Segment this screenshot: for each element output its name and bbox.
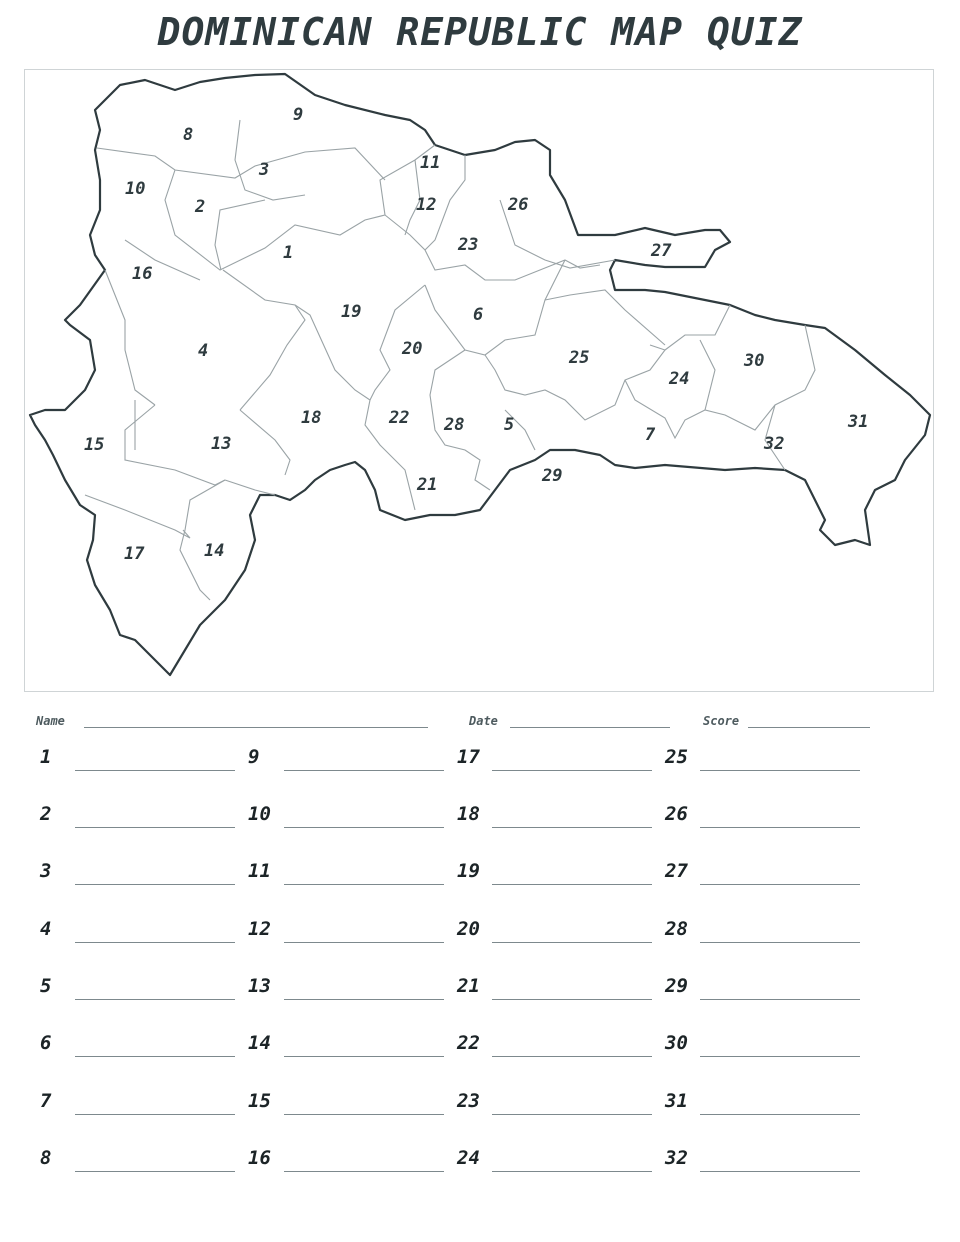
answer-line[interactable] [700,1171,860,1172]
answer-number: 31 [665,1090,688,1112]
answer-number: 2 [40,803,52,825]
answer-line[interactable] [284,1114,444,1115]
answer-line[interactable] [75,1056,235,1057]
map-label-14: 14 [204,541,225,561]
map-label-31: 31 [848,412,869,432]
score-field[interactable] [748,727,870,728]
answer-line[interactable] [492,770,652,771]
map-frame [24,69,934,692]
answer-number: 30 [665,1032,688,1054]
map-label-13: 13 [211,434,232,454]
answer-number: 17 [457,746,480,768]
map-label-15: 15 [84,435,105,455]
answer-number: 23 [457,1090,480,1112]
map-label-17: 17 [124,544,145,564]
answer-number: 19 [457,860,480,882]
answer-line[interactable] [700,770,860,771]
answer-number: 27 [665,860,688,882]
map-label-25: 25 [569,348,590,368]
answer-number: 7 [40,1090,52,1112]
answer-line[interactable] [284,999,444,1000]
answer-line[interactable] [700,827,860,828]
answer-line[interactable] [75,884,235,885]
answer-number: 28 [665,918,688,940]
answer-number: 16 [248,1147,271,1169]
map-label-9: 9 [293,105,304,125]
answer-line[interactable] [284,770,444,771]
map-label-19: 19 [341,302,362,322]
map-label-5: 5 [504,415,515,435]
map-label-27: 27 [651,241,672,261]
name-label: Name [36,714,65,728]
map-label-7: 7 [645,425,656,445]
answer-line[interactable] [492,827,652,828]
answer-number: 1 [40,746,52,768]
answer-line[interactable] [284,1171,444,1172]
map-label-26: 26 [508,195,529,215]
answer-number: 29 [665,975,688,997]
map-label-20: 20 [402,339,423,359]
map-label-16: 16 [132,264,153,284]
answer-number: 26 [665,803,688,825]
answer-number: 13 [248,975,271,997]
answer-line[interactable] [75,999,235,1000]
map-label-10: 10 [125,179,146,199]
map-label-24: 24 [669,369,690,389]
answer-number: 22 [457,1032,480,1054]
answer-number: 10 [248,803,271,825]
page-title: DOMINICAN REPUBLIC MAP QUIZ [157,10,803,54]
map-label-29: 29 [542,466,563,486]
map-label-11: 11 [420,153,441,173]
answer-line[interactable] [75,1114,235,1115]
map-label-4: 4 [198,341,209,361]
map-label-23: 23 [458,235,479,255]
answer-line[interactable] [700,942,860,943]
answer-line[interactable] [700,884,860,885]
map-label-6: 6 [473,305,484,325]
answer-line[interactable] [284,942,444,943]
answer-number: 8 [40,1147,52,1169]
answer-number: 15 [248,1090,271,1112]
answer-number: 4 [40,918,52,940]
answer-number: 3 [40,860,52,882]
dominican-republic-map [25,70,935,693]
answer-line[interactable] [492,1114,652,1115]
answer-line[interactable] [284,827,444,828]
answer-line[interactable] [284,884,444,885]
answer-number: 25 [665,746,688,768]
map-label-21: 21 [417,475,438,495]
map-label-2: 2 [195,197,206,217]
answer-number: 32 [665,1147,688,1169]
map-label-1: 1 [283,243,294,263]
answer-line[interactable] [492,999,652,1000]
map-label-30: 30 [744,351,765,371]
map-label-28: 28 [444,415,465,435]
answer-number: 24 [457,1147,480,1169]
name-field[interactable] [84,727,428,728]
answer-number: 6 [40,1032,52,1054]
map-label-32: 32 [764,434,785,454]
answer-line[interactable] [75,1171,235,1172]
answer-line[interactable] [75,942,235,943]
map-label-18: 18 [301,408,322,428]
answer-line[interactable] [492,884,652,885]
date-field[interactable] [510,727,670,728]
answer-number: 21 [457,975,480,997]
map-label-8: 8 [183,125,194,145]
answer-number: 12 [248,918,271,940]
answer-number: 5 [40,975,52,997]
map-label-3: 3 [259,160,270,180]
answer-line[interactable] [492,1171,652,1172]
answer-number: 11 [248,860,271,882]
answer-number: 18 [457,803,480,825]
map-label-12: 12 [416,195,437,215]
country-outline [30,74,930,675]
answer-line[interactable] [700,1114,860,1115]
answer-line[interactable] [75,827,235,828]
answer-line[interactable] [75,770,235,771]
answer-number: 20 [457,918,480,940]
answer-line[interactable] [700,999,860,1000]
answer-line[interactable] [284,1056,444,1057]
map-label-22: 22 [389,408,410,428]
date-label: Date [469,714,498,728]
answer-line[interactable] [700,1056,860,1057]
answer-number: 9 [248,746,260,768]
answer-number: 14 [248,1032,271,1054]
answer-line[interactable] [492,942,652,943]
answer-line[interactable] [492,1056,652,1057]
score-label: Score [703,714,740,728]
